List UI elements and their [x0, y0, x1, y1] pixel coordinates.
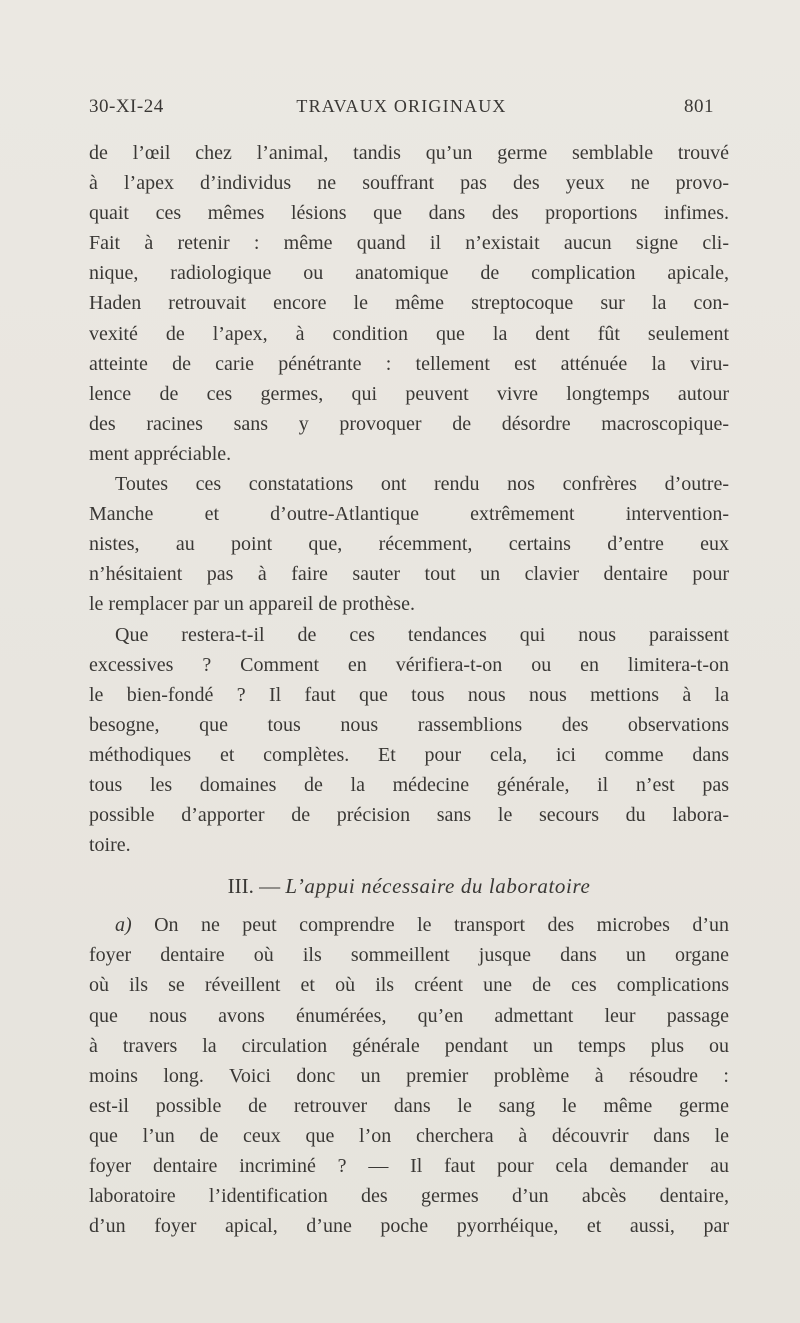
text-line: toire. [89, 834, 131, 857]
list-marker: a) [115, 914, 132, 937]
text-line: tous les domaines de la médecine générale, il n’est pas [89, 773, 729, 796]
text-line: lence de ces germes, qui peuvent vivre longtemps autour [89, 382, 729, 405]
text-line: atteinte de carie pénétrante : tellement est atténuée la viru- [89, 352, 729, 375]
text-line: n’hésitaient pas à faire sauter tout un clavier dentaire pour [89, 563, 729, 586]
text-line: de l’œil chez l’animal, tandis qu’un germe semblable trouvé [89, 142, 729, 164]
text-line: excessives ? Comment en vérifiera-t-on ou en limitera-t-on [89, 653, 729, 676]
paragraph-1 [89, 138, 729, 469]
text-line: à travers la circulation générale pendant un temps plus ou [89, 1034, 729, 1057]
text-line: Manche et d’outre-Atlantique extrêmement intervention- [89, 503, 729, 526]
text-line: Toutes ces constatations ont rendu nos confrères d’outre- [115, 473, 729, 496]
text-line: ment appréciable. [89, 442, 232, 465]
page-number: 801 [684, 96, 714, 117]
text-line: Haden retrouvait encore le même streptocoque sur la con- [89, 292, 729, 315]
paragraph-3 [89, 620, 729, 861]
text-line: besogne, que tous nous rassemblions des observations [89, 713, 729, 736]
running-head-date: 30-XI-24 [89, 96, 164, 117]
text-line: à l’apex d’individus ne souffrant pas des yeux ne provo- [89, 172, 729, 195]
section-heading [89, 860, 729, 910]
text-line: est-il possible de retrouver dans le sang le même germe [89, 1094, 729, 1117]
text-line: foyer dentaire incriminé ? — Il faut pour cela demander au [89, 1155, 729, 1177]
running-head-title: TRAVAUX ORIGINAUX [296, 96, 507, 116]
text-span: On ne peut comprendre le transport des microbes d’un [154, 914, 730, 937]
text-line: que nous avons énumérées, qu’en admettant leur passage [89, 1004, 729, 1027]
text-line: des racines sans y provoquer de désordre macroscopique- [89, 412, 729, 435]
text-line: méthodiques et complètes. Et pour cela, ici comme dans [89, 743, 729, 766]
running-head [89, 96, 714, 126]
text-line: le bien-fondé ? Il faut que tous nous nous mettions à la [89, 683, 729, 706]
section-title: L’appui nécessaire du laboratoire [285, 874, 591, 899]
text-line: Que restera-t-il de ces tendances qui nous paraissent [115, 623, 729, 646]
text-line-first [89, 910, 729, 940]
text-line: moins long. Voici donc un premier problème à résoudre : [89, 1064, 729, 1087]
paragraph-2 [89, 469, 729, 619]
text-line: quait ces mêmes lésions que dans des proportions infimes. [89, 202, 729, 225]
text-line: vexité de l’apex, à condition que la dent fût seulement [89, 322, 729, 345]
text-line: le remplacer par un appareil de prothèse. [89, 593, 415, 616]
text-line: laboratoire l’identification des germes d’un abcès dentaire, [89, 1185, 729, 1208]
paragraph-4 [89, 910, 729, 1241]
text-line: Fait à retenir : même quand il n’existait aucun signe cli- [89, 232, 729, 255]
text-line: possible d’apporter de précision sans le secours du labora- [89, 804, 729, 827]
text-line: que l’un de ceux que l’on cherchera à découvrir dans le [89, 1124, 729, 1147]
text-line: nique, radiologique ou anatomique de complication apicale, [89, 262, 729, 285]
section-number: III. — [227, 874, 281, 899]
text-line: nistes, au point que, récemment, certains d’entre eux [89, 533, 729, 556]
text-line: où ils se réveillent et où ils créent une de ces complications [89, 974, 729, 997]
body-text [89, 138, 729, 1241]
text-line: d’un foyer apical, d’une poche pyorrhéique, et aussi, par [89, 1215, 729, 1238]
text-line: foyer dentaire où ils sommeillent jusque dans un organe [89, 944, 729, 967]
